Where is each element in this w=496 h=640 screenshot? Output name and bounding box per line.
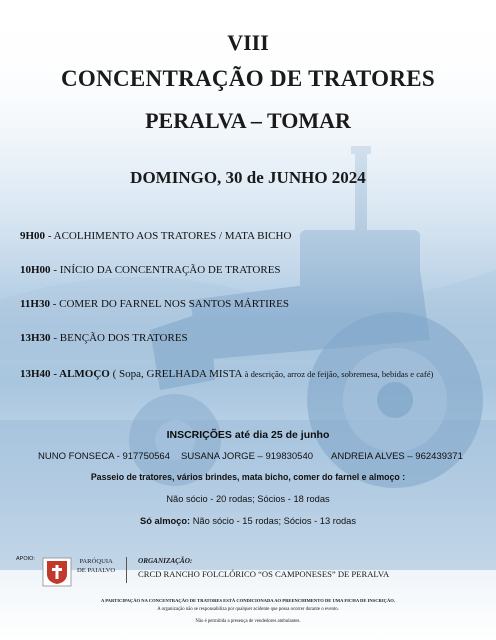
- contact-andreia: ANDREIA ALVES – 962439371: [331, 451, 463, 462]
- event-location: PERALVA – TOMAR: [145, 108, 351, 133]
- lunch-only-values: Não sócio - 15 rodas; Sócios - 13 rodas: [190, 516, 356, 526]
- schedule-item: [20, 264, 281, 276]
- lunch-menu-main: ( Sopa, GRELHADA MISTA: [109, 368, 243, 380]
- schedule-text: - ALMOÇO: [50, 368, 110, 380]
- schedule-text: - ACOLHIMENTO AOS TRATORES / MATA BICHO: [45, 230, 292, 242]
- liability-note: A organização não se responsabiliza por qualquer acidente que possa ocorrer durante o evento.: [157, 607, 339, 612]
- registration-note: A PARTICIPAÇÃO NA CONCENTRAÇÃO DE TRATORES ESTÁ CONDICIONADA AO PREENCHIMENTO DE UMA FICHA DE INSCRIÇÃO.: [101, 598, 395, 603]
- schedule-text: - COMER DO FARNEL NOS SANTOS MÁRTIRES: [49, 298, 289, 310]
- parish-name-line-1: PARÓQUIA: [79, 558, 113, 565]
- organization-name: CRCD RANCHO FOLCLÓRICO “OS CAMPONESES” DE PERALVA: [138, 569, 390, 579]
- schedule-item: [20, 230, 291, 242]
- lunch-only-label: Só almoço:: [140, 516, 191, 526]
- event-date: DOMINGO, 30 de JUNHO 2024: [130, 168, 366, 187]
- lunch-menu-details: à descrição, arroz de feijão, sobremesa, bebidas e café): [242, 369, 434, 379]
- parish-logo-icon: [42, 557, 72, 587]
- schedule-item: [20, 298, 289, 310]
- contact-susana: SUSANA JORGE – 919830540: [181, 451, 314, 462]
- parish-name: [77, 557, 115, 575]
- schedule-time: 10H00: [20, 264, 51, 276]
- edition-number: VIII: [227, 30, 269, 55]
- schedule-time: 9H00: [20, 230, 46, 242]
- lunch-only-prices: [0, 516, 496, 526]
- schedule-text: - INÍCIO DA CONCENTRAÇÃO DE TRATORES: [50, 264, 281, 276]
- contact-nuno: NUNO FONSECA - 917750564: [38, 451, 171, 462]
- schedule-time: 11H30: [20, 298, 50, 310]
- tour-prices: Não sócio - 20 rodas; Sócios - 18 rodas: [166, 494, 330, 504]
- tour-description: Passeio de tratores, vários brindes, mata bicho, comer do farnel e almoço :: [90, 472, 406, 482]
- organization-label: ORGANIZAÇÃO:: [138, 557, 193, 565]
- event-title: CONCENTRAÇÃO DE TRATORES: [61, 66, 435, 91]
- parish-name-line-2: DE PAIALVO: [77, 567, 116, 574]
- schedule-item: [20, 368, 433, 380]
- schedule-time: 13H30: [20, 332, 51, 344]
- registration-heading: [0, 429, 496, 441]
- schedule-item: [20, 332, 188, 344]
- footer-divider: [126, 557, 127, 583]
- schedule-time: 13H40: [20, 368, 51, 380]
- registration-label: INSCRIÇÕES: [166, 429, 232, 441]
- registration-deadline: até dia 25 de junho: [231, 429, 330, 441]
- support-label: APOIO:: [16, 556, 35, 562]
- vendors-note: Não é permitida a presença de vendedores ambulantes.: [195, 619, 301, 624]
- schedule-text: - BENÇÃO DOS TRATORES: [50, 332, 188, 344]
